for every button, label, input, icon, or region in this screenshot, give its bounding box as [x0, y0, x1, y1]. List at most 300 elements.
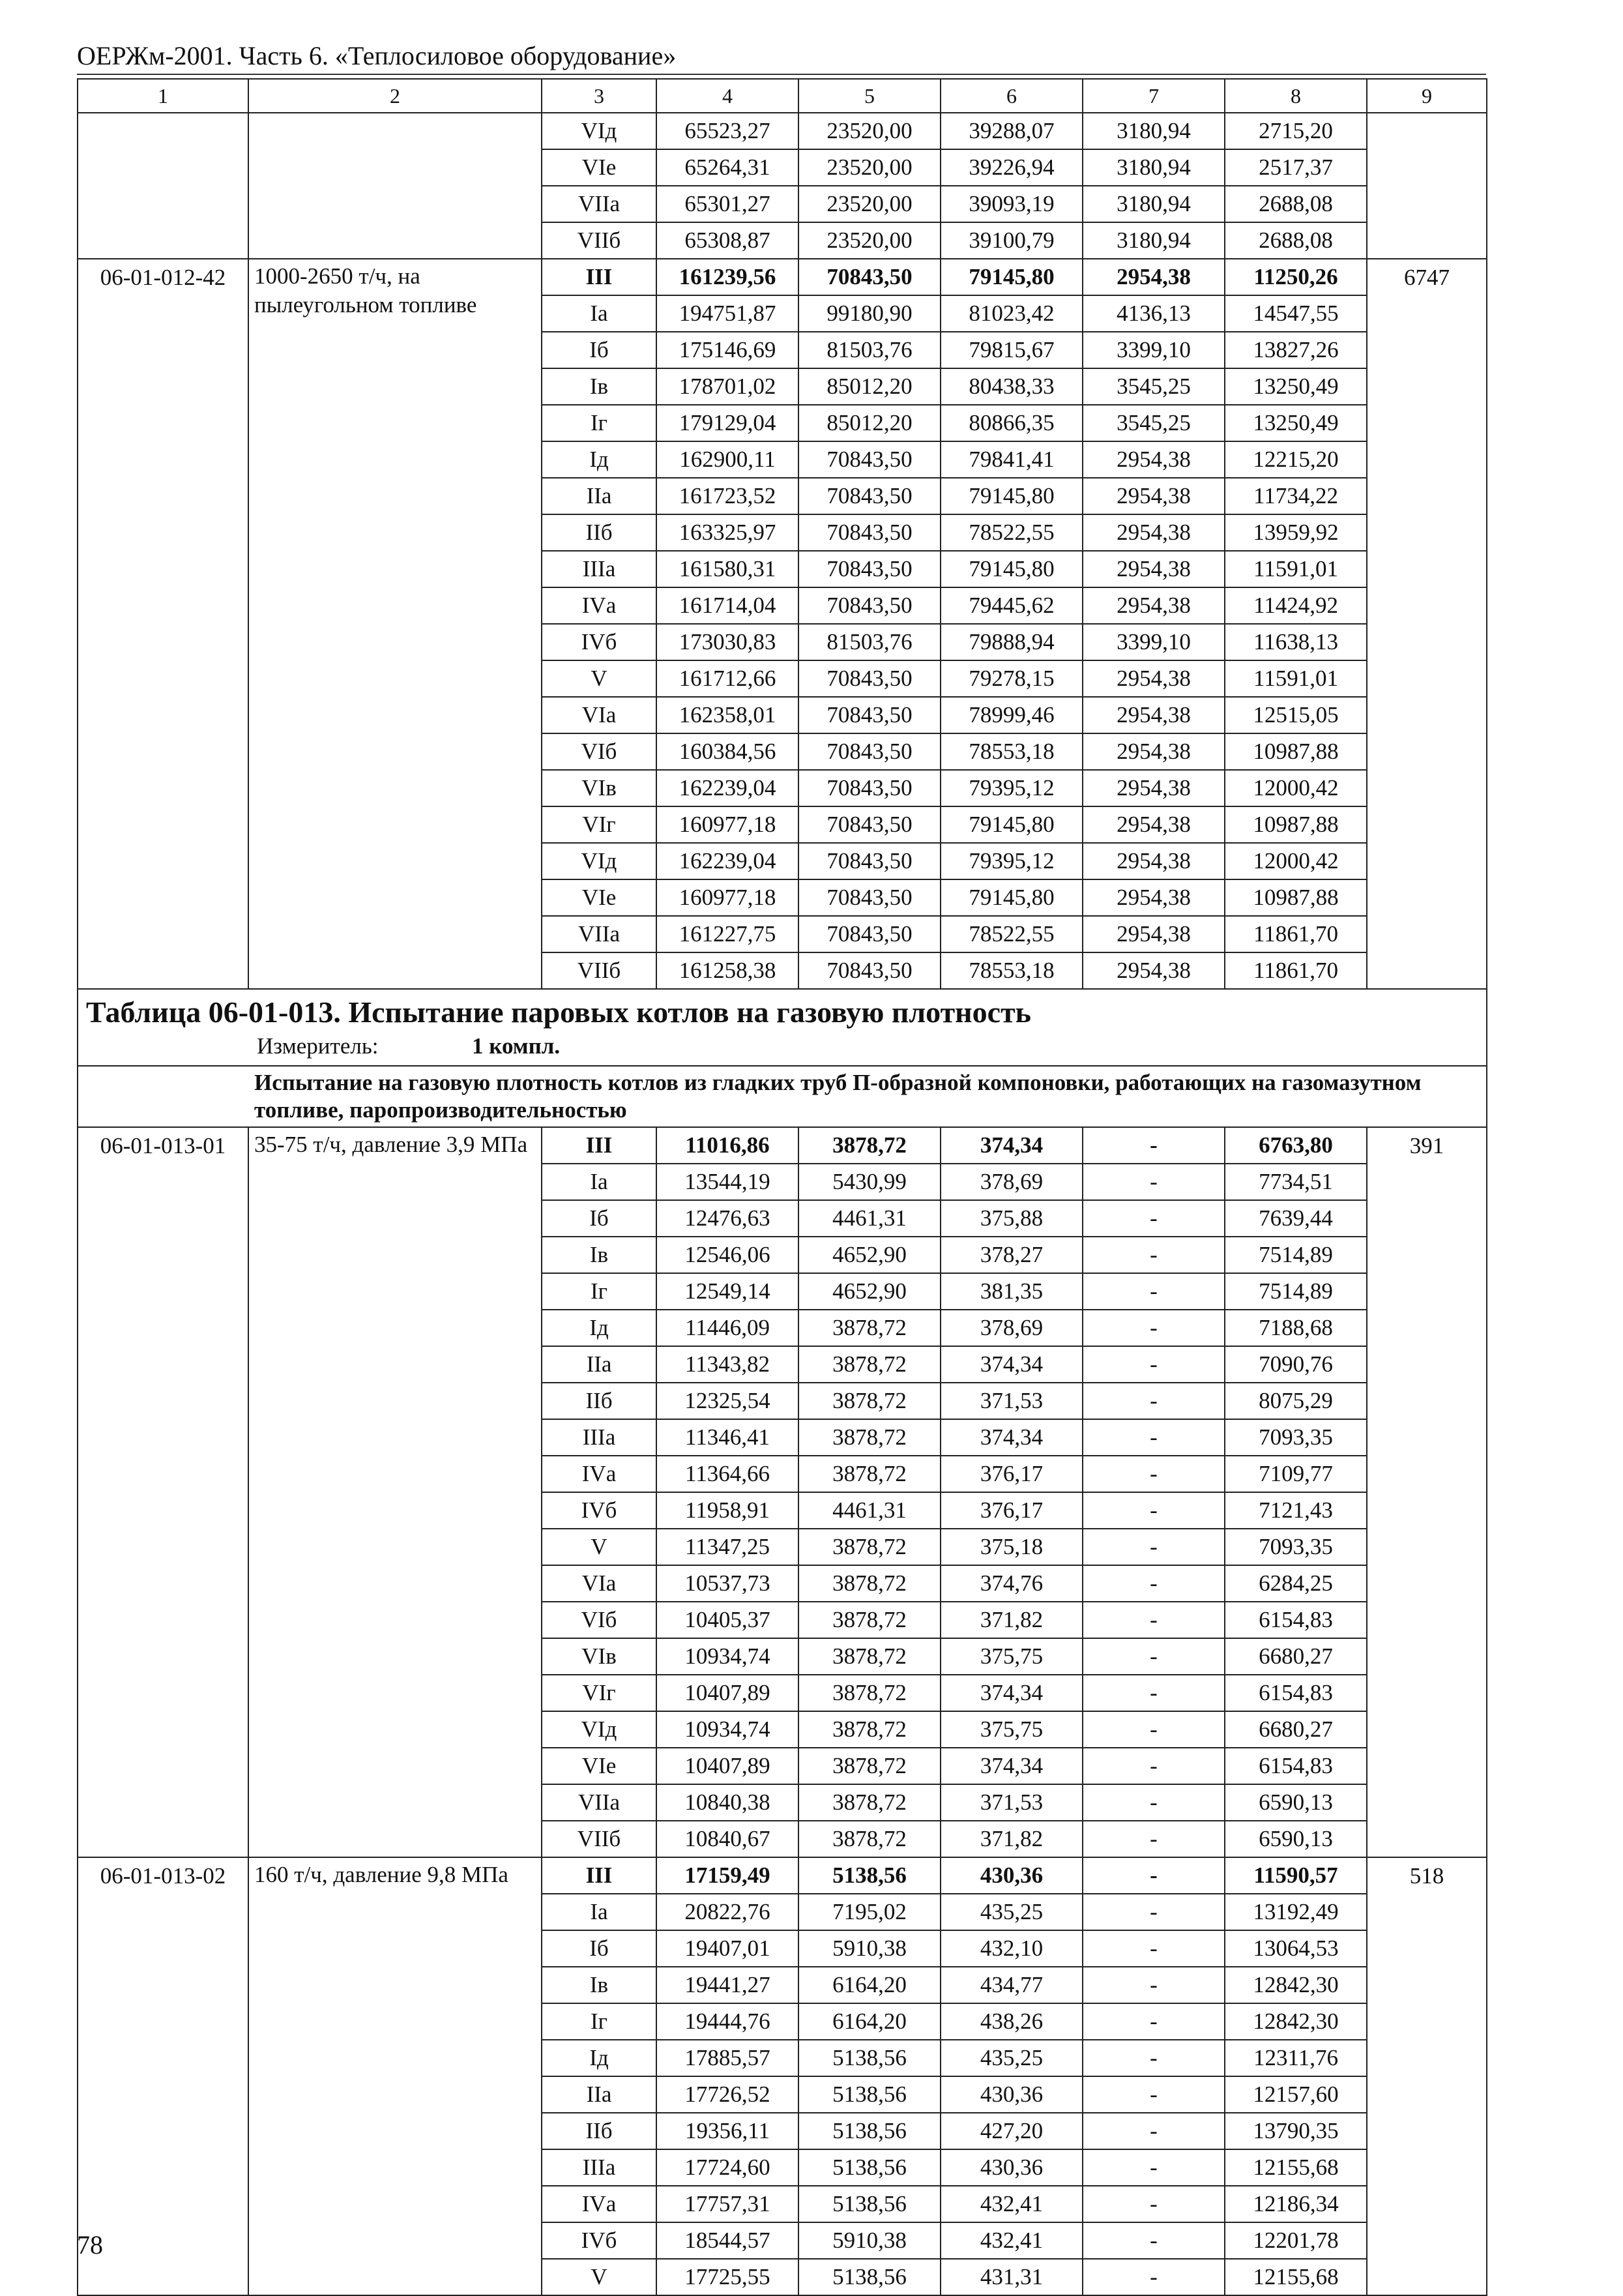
- value-cell: 17885,57: [656, 2040, 798, 2076]
- value-cell: 10987,88: [1225, 733, 1367, 770]
- value-cell: 2954,38: [1083, 697, 1225, 733]
- value-cell: 5138,56: [798, 2259, 941, 2295]
- value-cell: -: [1083, 1237, 1225, 1273]
- value-cell: 179129,04: [656, 405, 798, 441]
- value-cell: -: [1083, 2003, 1225, 2040]
- value-cell: 374,34: [941, 1675, 1083, 1711]
- value-cell: 11734,22: [1225, 478, 1367, 514]
- value-cell: 23520,00: [798, 149, 941, 186]
- value-cell: 371,82: [941, 1602, 1083, 1638]
- value-cell: 70843,50: [798, 843, 941, 879]
- value-cell: 12842,30: [1225, 2003, 1367, 2040]
- value-cell: 17726,52: [656, 2076, 798, 2113]
- value-cell: 12155,68: [1225, 2259, 1367, 2295]
- value-cell: 7734,51: [1225, 1164, 1367, 1200]
- col9-cell: [1367, 113, 1487, 259]
- zone-cell: VIIб: [542, 222, 656, 259]
- value-cell: 13192,49: [1225, 1894, 1367, 1930]
- value-cell: 160384,56: [656, 733, 798, 770]
- value-cell: 70843,50: [798, 770, 941, 806]
- value-cell: 79445,62: [941, 587, 1083, 624]
- value-cell: 7093,35: [1225, 1419, 1367, 1456]
- value-cell: -: [1083, 1857, 1225, 1894]
- value-cell: 79145,80: [941, 259, 1083, 295]
- value-cell: -: [1083, 1164, 1225, 1200]
- zone-cell: Iв: [542, 368, 656, 405]
- value-cell: 371,53: [941, 1784, 1083, 1821]
- value-cell: 99180,90: [798, 295, 941, 332]
- value-cell: 3878,72: [798, 1602, 941, 1638]
- value-cell: 78522,55: [941, 514, 1083, 551]
- value-cell: 81023,42: [941, 295, 1083, 332]
- value-cell: 79395,12: [941, 843, 1083, 879]
- value-cell: 4652,90: [798, 1273, 941, 1310]
- value-cell: 430,36: [941, 2149, 1083, 2186]
- zone-cell: Iа: [542, 1164, 656, 1200]
- value-cell: 3878,72: [798, 1127, 941, 1164]
- zone-cell: VIа: [542, 1565, 656, 1602]
- value-cell: 430,36: [941, 1857, 1083, 1894]
- value-cell: 70843,50: [798, 259, 941, 295]
- value-cell: 65301,27: [656, 186, 798, 222]
- value-cell: 3878,72: [798, 1675, 941, 1711]
- zone-cell: Iв: [542, 1237, 656, 1273]
- value-cell: 79815,67: [941, 332, 1083, 368]
- zone-cell: IIа: [542, 478, 656, 514]
- value-cell: 7093,35: [1225, 1529, 1367, 1565]
- zone-cell: IVа: [542, 1456, 656, 1492]
- zone-cell: VIе: [542, 149, 656, 186]
- value-cell: 161712,66: [656, 660, 798, 697]
- header-divider: [77, 74, 1486, 75]
- meter-value: 1 компл.: [472, 1033, 561, 1059]
- value-cell: 371,53: [941, 1383, 1083, 1419]
- zone-cell: VIе: [542, 879, 656, 916]
- value-cell: 79888,94: [941, 624, 1083, 660]
- value-cell: 2954,38: [1083, 733, 1225, 770]
- value-cell: 13959,92: [1225, 514, 1367, 551]
- value-cell: 78553,18: [941, 952, 1083, 989]
- value-cell: 2954,38: [1083, 587, 1225, 624]
- rate-description-cell: 1000-2650 т/ч, на пылеугольном топливе: [248, 259, 542, 989]
- value-cell: 2954,38: [1083, 441, 1225, 478]
- value-cell: 3878,72: [798, 1711, 941, 1748]
- value-cell: 432,10: [941, 1930, 1083, 1967]
- value-cell: 11016,86: [656, 1127, 798, 1164]
- value-cell: 11424,92: [1225, 587, 1367, 624]
- value-cell: 376,17: [941, 1456, 1083, 1492]
- value-cell: 11958,91: [656, 1492, 798, 1529]
- value-cell: 12546,06: [656, 1237, 798, 1273]
- value-cell: 11591,01: [1225, 551, 1367, 587]
- value-cell: 438,26: [941, 2003, 1083, 2040]
- zone-cell: VIе: [542, 1748, 656, 1784]
- value-cell: 2954,38: [1083, 843, 1225, 879]
- value-cell: 4136,13: [1083, 295, 1225, 332]
- rate-description-cell: 35-75 т/ч, давление 3,9 МПа: [248, 1127, 542, 1857]
- value-cell: -: [1083, 1638, 1225, 1675]
- value-cell: 11364,66: [656, 1456, 798, 1492]
- value-cell: 10934,74: [656, 1711, 798, 1748]
- value-cell: 65308,87: [656, 222, 798, 259]
- value-cell: -: [1083, 1711, 1225, 1748]
- value-cell: 4652,90: [798, 1237, 941, 1273]
- value-cell: 3878,72: [798, 1346, 941, 1383]
- value-cell: 374,34: [941, 1419, 1083, 1456]
- value-cell: 2954,38: [1083, 916, 1225, 952]
- value-cell: 19441,27: [656, 1967, 798, 2003]
- value-cell: -: [1083, 1346, 1225, 1383]
- zone-cell: IVб: [542, 2222, 656, 2259]
- subsection-heading: Испытание на газовую плотность котлов из гладких труб П-образной компоновки, работающих на газомазутном топливе, паропроизводительностью: [78, 1066, 1487, 1127]
- value-cell: 12842,30: [1225, 1967, 1367, 2003]
- value-cell: 12549,14: [656, 1273, 798, 1310]
- zone-cell: Iд: [542, 2040, 656, 2076]
- value-cell: 5138,56: [798, 2076, 941, 2113]
- value-cell: 70843,50: [798, 478, 941, 514]
- value-cell: 2954,38: [1083, 952, 1225, 989]
- value-cell: 65264,31: [656, 149, 798, 186]
- value-cell: 78522,55: [941, 916, 1083, 952]
- value-cell: 6154,83: [1225, 1675, 1367, 1711]
- value-cell: -: [1083, 1930, 1225, 1967]
- value-cell: 65523,27: [656, 113, 798, 149]
- zone-cell: Iб: [542, 1930, 656, 1967]
- value-cell: 11591,01: [1225, 660, 1367, 697]
- zone-cell: Iб: [542, 1200, 656, 1237]
- value-cell: -: [1083, 2040, 1225, 2076]
- zone-cell: VIIа: [542, 916, 656, 952]
- value-cell: 70843,50: [798, 733, 941, 770]
- value-cell: -: [1083, 1894, 1225, 1930]
- value-cell: 12325,54: [656, 1383, 798, 1419]
- value-cell: -: [1083, 1273, 1225, 1310]
- value-cell: 11446,09: [656, 1310, 798, 1346]
- value-cell: 3399,10: [1083, 624, 1225, 660]
- value-cell: 70843,50: [798, 806, 941, 843]
- value-cell: 2954,38: [1083, 551, 1225, 587]
- table-row: [78, 259, 1487, 295]
- value-cell: 10987,88: [1225, 879, 1367, 916]
- zone-cell: III: [542, 1857, 656, 1894]
- value-cell: 81503,76: [798, 332, 941, 368]
- zone-cell: VIв: [542, 1638, 656, 1675]
- value-cell: 13790,35: [1225, 2113, 1367, 2149]
- value-cell: 2954,38: [1083, 478, 1225, 514]
- zone-cell: V: [542, 2259, 656, 2295]
- value-cell: 78553,18: [941, 733, 1083, 770]
- code-cell: [78, 113, 248, 259]
- value-cell: 432,41: [941, 2222, 1083, 2259]
- value-cell: 12155,68: [1225, 2149, 1367, 2186]
- value-cell: 70843,50: [798, 697, 941, 733]
- value-cell: 6154,83: [1225, 1602, 1367, 1638]
- column-number-cell: 6: [941, 79, 1083, 113]
- zone-cell: IIIа: [542, 1419, 656, 1456]
- value-cell: 2954,38: [1083, 514, 1225, 551]
- value-cell: 5910,38: [798, 1930, 941, 1967]
- section-heading-row: [78, 989, 1487, 1066]
- value-cell: 70843,50: [798, 514, 941, 551]
- column-number-cell: 5: [798, 79, 941, 113]
- zone-cell: III: [542, 1127, 656, 1164]
- value-cell: 12000,42: [1225, 770, 1367, 806]
- zone-cell: IIIа: [542, 551, 656, 587]
- value-cell: 374,34: [941, 1346, 1083, 1383]
- value-cell: -: [1083, 2259, 1225, 2295]
- value-cell: 12515,05: [1225, 697, 1367, 733]
- value-cell: 10537,73: [656, 1565, 798, 1602]
- value-cell: 11250,26: [1225, 259, 1367, 295]
- value-cell: 5430,99: [798, 1164, 941, 1200]
- value-cell: 194751,87: [656, 295, 798, 332]
- value-cell: 435,25: [941, 2040, 1083, 2076]
- zone-cell: VIIа: [542, 186, 656, 222]
- value-cell: 17757,31: [656, 2186, 798, 2222]
- value-cell: 23520,00: [798, 222, 941, 259]
- value-cell: 79145,80: [941, 478, 1083, 514]
- value-cell: 7514,89: [1225, 1237, 1367, 1273]
- zone-cell: VIб: [542, 1602, 656, 1638]
- zone-cell: IIб: [542, 1383, 656, 1419]
- value-cell: 430,36: [941, 2076, 1083, 2113]
- value-cell: 6154,83: [1225, 1748, 1367, 1784]
- value-cell: -: [1083, 1602, 1225, 1638]
- value-cell: 3180,94: [1083, 149, 1225, 186]
- value-cell: 3399,10: [1083, 332, 1225, 368]
- value-cell: 13064,53: [1225, 1930, 1367, 1967]
- value-cell: 3878,72: [798, 1456, 941, 1492]
- value-cell: 12157,60: [1225, 2076, 1367, 2113]
- zone-cell: VIа: [542, 697, 656, 733]
- value-cell: 12215,20: [1225, 441, 1367, 478]
- value-cell: 3878,72: [798, 1638, 941, 1675]
- value-cell: 175146,69: [656, 332, 798, 368]
- value-cell: 13827,26: [1225, 332, 1367, 368]
- value-cell: 17724,60: [656, 2149, 798, 2186]
- value-cell: 20822,76: [656, 1894, 798, 1930]
- zone-cell: Iг: [542, 1273, 656, 1310]
- zone-cell: IIа: [542, 1346, 656, 1383]
- value-cell: 163325,97: [656, 514, 798, 551]
- zone-cell: VIд: [542, 843, 656, 879]
- value-cell: 161227,75: [656, 916, 798, 952]
- value-cell: 19407,01: [656, 1930, 798, 1967]
- value-cell: 3180,94: [1083, 222, 1225, 259]
- value-cell: 6680,27: [1225, 1638, 1367, 1675]
- zone-cell: VIв: [542, 770, 656, 806]
- value-cell: 3545,25: [1083, 368, 1225, 405]
- zone-cell: VIг: [542, 1675, 656, 1711]
- meter-line: [257, 1031, 1478, 1061]
- value-cell: -: [1083, 1821, 1225, 1857]
- value-cell: 79395,12: [941, 770, 1083, 806]
- zone-cell: Iв: [542, 1967, 656, 2003]
- value-cell: 161258,38: [656, 952, 798, 989]
- value-cell: 378,27: [941, 1237, 1083, 1273]
- value-cell: 161714,04: [656, 587, 798, 624]
- value-cell: 6284,25: [1225, 1565, 1367, 1602]
- value-cell: -: [1083, 2186, 1225, 2222]
- value-cell: 161723,52: [656, 478, 798, 514]
- value-cell: -: [1083, 1529, 1225, 1565]
- value-cell: 79145,80: [941, 551, 1083, 587]
- table-body: [78, 79, 1487, 2295]
- value-cell: 70843,50: [798, 952, 941, 989]
- value-cell: -: [1083, 1127, 1225, 1164]
- value-cell: 10405,37: [656, 1602, 798, 1638]
- column-number-cell: 8: [1225, 79, 1367, 113]
- column-number-cell: 7: [1083, 79, 1225, 113]
- value-cell: 13544,19: [656, 1164, 798, 1200]
- value-cell: 13250,49: [1225, 368, 1367, 405]
- value-cell: 161580,31: [656, 551, 798, 587]
- value-cell: 10407,89: [656, 1748, 798, 1784]
- value-cell: 5138,56: [798, 1857, 941, 1894]
- value-cell: 7109,77: [1225, 1456, 1367, 1492]
- value-cell: 375,88: [941, 1200, 1083, 1237]
- value-cell: 6763,80: [1225, 1127, 1367, 1164]
- value-cell: 431,31: [941, 2259, 1083, 2295]
- value-cell: 434,77: [941, 1967, 1083, 2003]
- column-number-cell: 1: [78, 79, 248, 113]
- value-cell: 378,69: [941, 1164, 1083, 1200]
- value-cell: 3878,72: [798, 1565, 941, 1602]
- value-cell: 3878,72: [798, 1748, 941, 1784]
- zone-cell: IIа: [542, 2076, 656, 2113]
- value-cell: 160977,18: [656, 879, 798, 916]
- value-cell: -: [1083, 2076, 1225, 2113]
- value-cell: 14547,55: [1225, 295, 1367, 332]
- value-cell: -: [1083, 1784, 1225, 1821]
- value-cell: 371,82: [941, 1821, 1083, 1857]
- value-cell: 6164,20: [798, 1967, 941, 2003]
- value-cell: 5910,38: [798, 2222, 941, 2259]
- zone-cell: IVб: [542, 624, 656, 660]
- value-cell: -: [1083, 1675, 1225, 1711]
- value-cell: -: [1083, 1967, 1225, 2003]
- value-cell: 378,69: [941, 1310, 1083, 1346]
- value-cell: 70843,50: [798, 551, 941, 587]
- value-cell: 11638,13: [1225, 624, 1367, 660]
- value-cell: 160977,18: [656, 806, 798, 843]
- value-cell: 2954,38: [1083, 770, 1225, 806]
- value-cell: 2954,38: [1083, 259, 1225, 295]
- zone-cell: Iд: [542, 441, 656, 478]
- value-cell: 3180,94: [1083, 113, 1225, 149]
- meter-label: Измеритель:: [257, 1033, 379, 1059]
- value-cell: 6590,13: [1225, 1784, 1367, 1821]
- value-cell: -: [1083, 1419, 1225, 1456]
- zone-cell: Iб: [542, 332, 656, 368]
- value-cell: 161239,56: [656, 259, 798, 295]
- value-cell: 10840,67: [656, 1821, 798, 1857]
- value-cell: 79841,41: [941, 441, 1083, 478]
- value-cell: 19356,11: [656, 2113, 798, 2149]
- value-cell: 374,34: [941, 1127, 1083, 1164]
- column-number-row: [78, 79, 1487, 113]
- value-cell: 6680,27: [1225, 1711, 1367, 1748]
- value-cell: 79145,80: [941, 879, 1083, 916]
- value-cell: 7195,02: [798, 1894, 941, 1930]
- zone-cell: VIд: [542, 113, 656, 149]
- value-cell: 13250,49: [1225, 405, 1367, 441]
- zone-cell: Iг: [542, 2003, 656, 2040]
- value-cell: 3878,72: [798, 1784, 941, 1821]
- value-cell: 5138,56: [798, 2186, 941, 2222]
- zone-cell: VIб: [542, 733, 656, 770]
- value-cell: 2688,08: [1225, 222, 1367, 259]
- value-cell: 5138,56: [798, 2149, 941, 2186]
- column-number-cell: 3: [542, 79, 656, 113]
- zone-cell: Iа: [542, 1894, 656, 1930]
- rates-table: [77, 78, 1487, 2296]
- rate-code-cell: 06-01-013-02: [78, 1857, 248, 2295]
- value-cell: 18544,57: [656, 2222, 798, 2259]
- zone-cell: IIIа: [542, 2149, 656, 2186]
- value-cell: 11590,57: [1225, 1857, 1367, 1894]
- value-cell: 5138,56: [798, 2113, 941, 2149]
- zone-cell: VIд: [542, 1711, 656, 1748]
- value-cell: 427,20: [941, 2113, 1083, 2149]
- value-cell: 162239,04: [656, 770, 798, 806]
- rate-description-cell: 160 т/ч, давление 9,8 МПа: [248, 1857, 542, 2295]
- value-cell: 435,25: [941, 1894, 1083, 1930]
- value-cell: 78999,46: [941, 697, 1083, 733]
- description-cell: [248, 113, 542, 259]
- value-cell: 39093,19: [941, 186, 1083, 222]
- value-cell: 8075,29: [1225, 1383, 1367, 1419]
- value-cell: 12186,34: [1225, 2186, 1367, 2222]
- value-cell: -: [1083, 1748, 1225, 1784]
- table-title: Таблица 06-01-013. Испытание паровых котлов на газовую плотность: [86, 995, 1032, 1029]
- value-cell: 3878,72: [798, 1310, 941, 1346]
- value-cell: -: [1083, 1383, 1225, 1419]
- value-cell: 11347,25: [656, 1529, 798, 1565]
- value-cell: 3878,72: [798, 1821, 941, 1857]
- zone-cell: VIIб: [542, 952, 656, 989]
- table-row: [78, 113, 1487, 149]
- value-cell: 6590,13: [1225, 1821, 1367, 1857]
- value-cell: 85012,20: [798, 368, 941, 405]
- value-cell: -: [1083, 2149, 1225, 2186]
- zone-cell: VIг: [542, 806, 656, 843]
- value-cell: 80866,35: [941, 405, 1083, 441]
- value-cell: 85012,20: [798, 405, 941, 441]
- value-cell: 10407,89: [656, 1675, 798, 1711]
- value-cell: 70843,50: [798, 879, 941, 916]
- value-cell: 2954,38: [1083, 660, 1225, 697]
- value-cell: 5138,56: [798, 2040, 941, 2076]
- zone-cell: III: [542, 259, 656, 295]
- value-cell: 7639,44: [1225, 1200, 1367, 1237]
- value-cell: 70843,50: [798, 660, 941, 697]
- value-cell: 178701,02: [656, 368, 798, 405]
- value-cell: 2954,38: [1083, 806, 1225, 843]
- table-row: [78, 1127, 1487, 1164]
- column-number-cell: 2: [248, 79, 542, 113]
- value-cell: 381,35: [941, 1273, 1083, 1310]
- value-cell: 4461,31: [798, 1492, 941, 1529]
- zone-cell: Iа: [542, 295, 656, 332]
- value-cell: 173030,83: [656, 624, 798, 660]
- value-cell: -: [1083, 1456, 1225, 1492]
- value-cell: 375,18: [941, 1529, 1083, 1565]
- value-cell: 11346,41: [656, 1419, 798, 1456]
- value-cell: 6164,20: [798, 2003, 941, 2040]
- value-cell: 39288,07: [941, 113, 1083, 149]
- value-cell: 23520,00: [798, 113, 941, 149]
